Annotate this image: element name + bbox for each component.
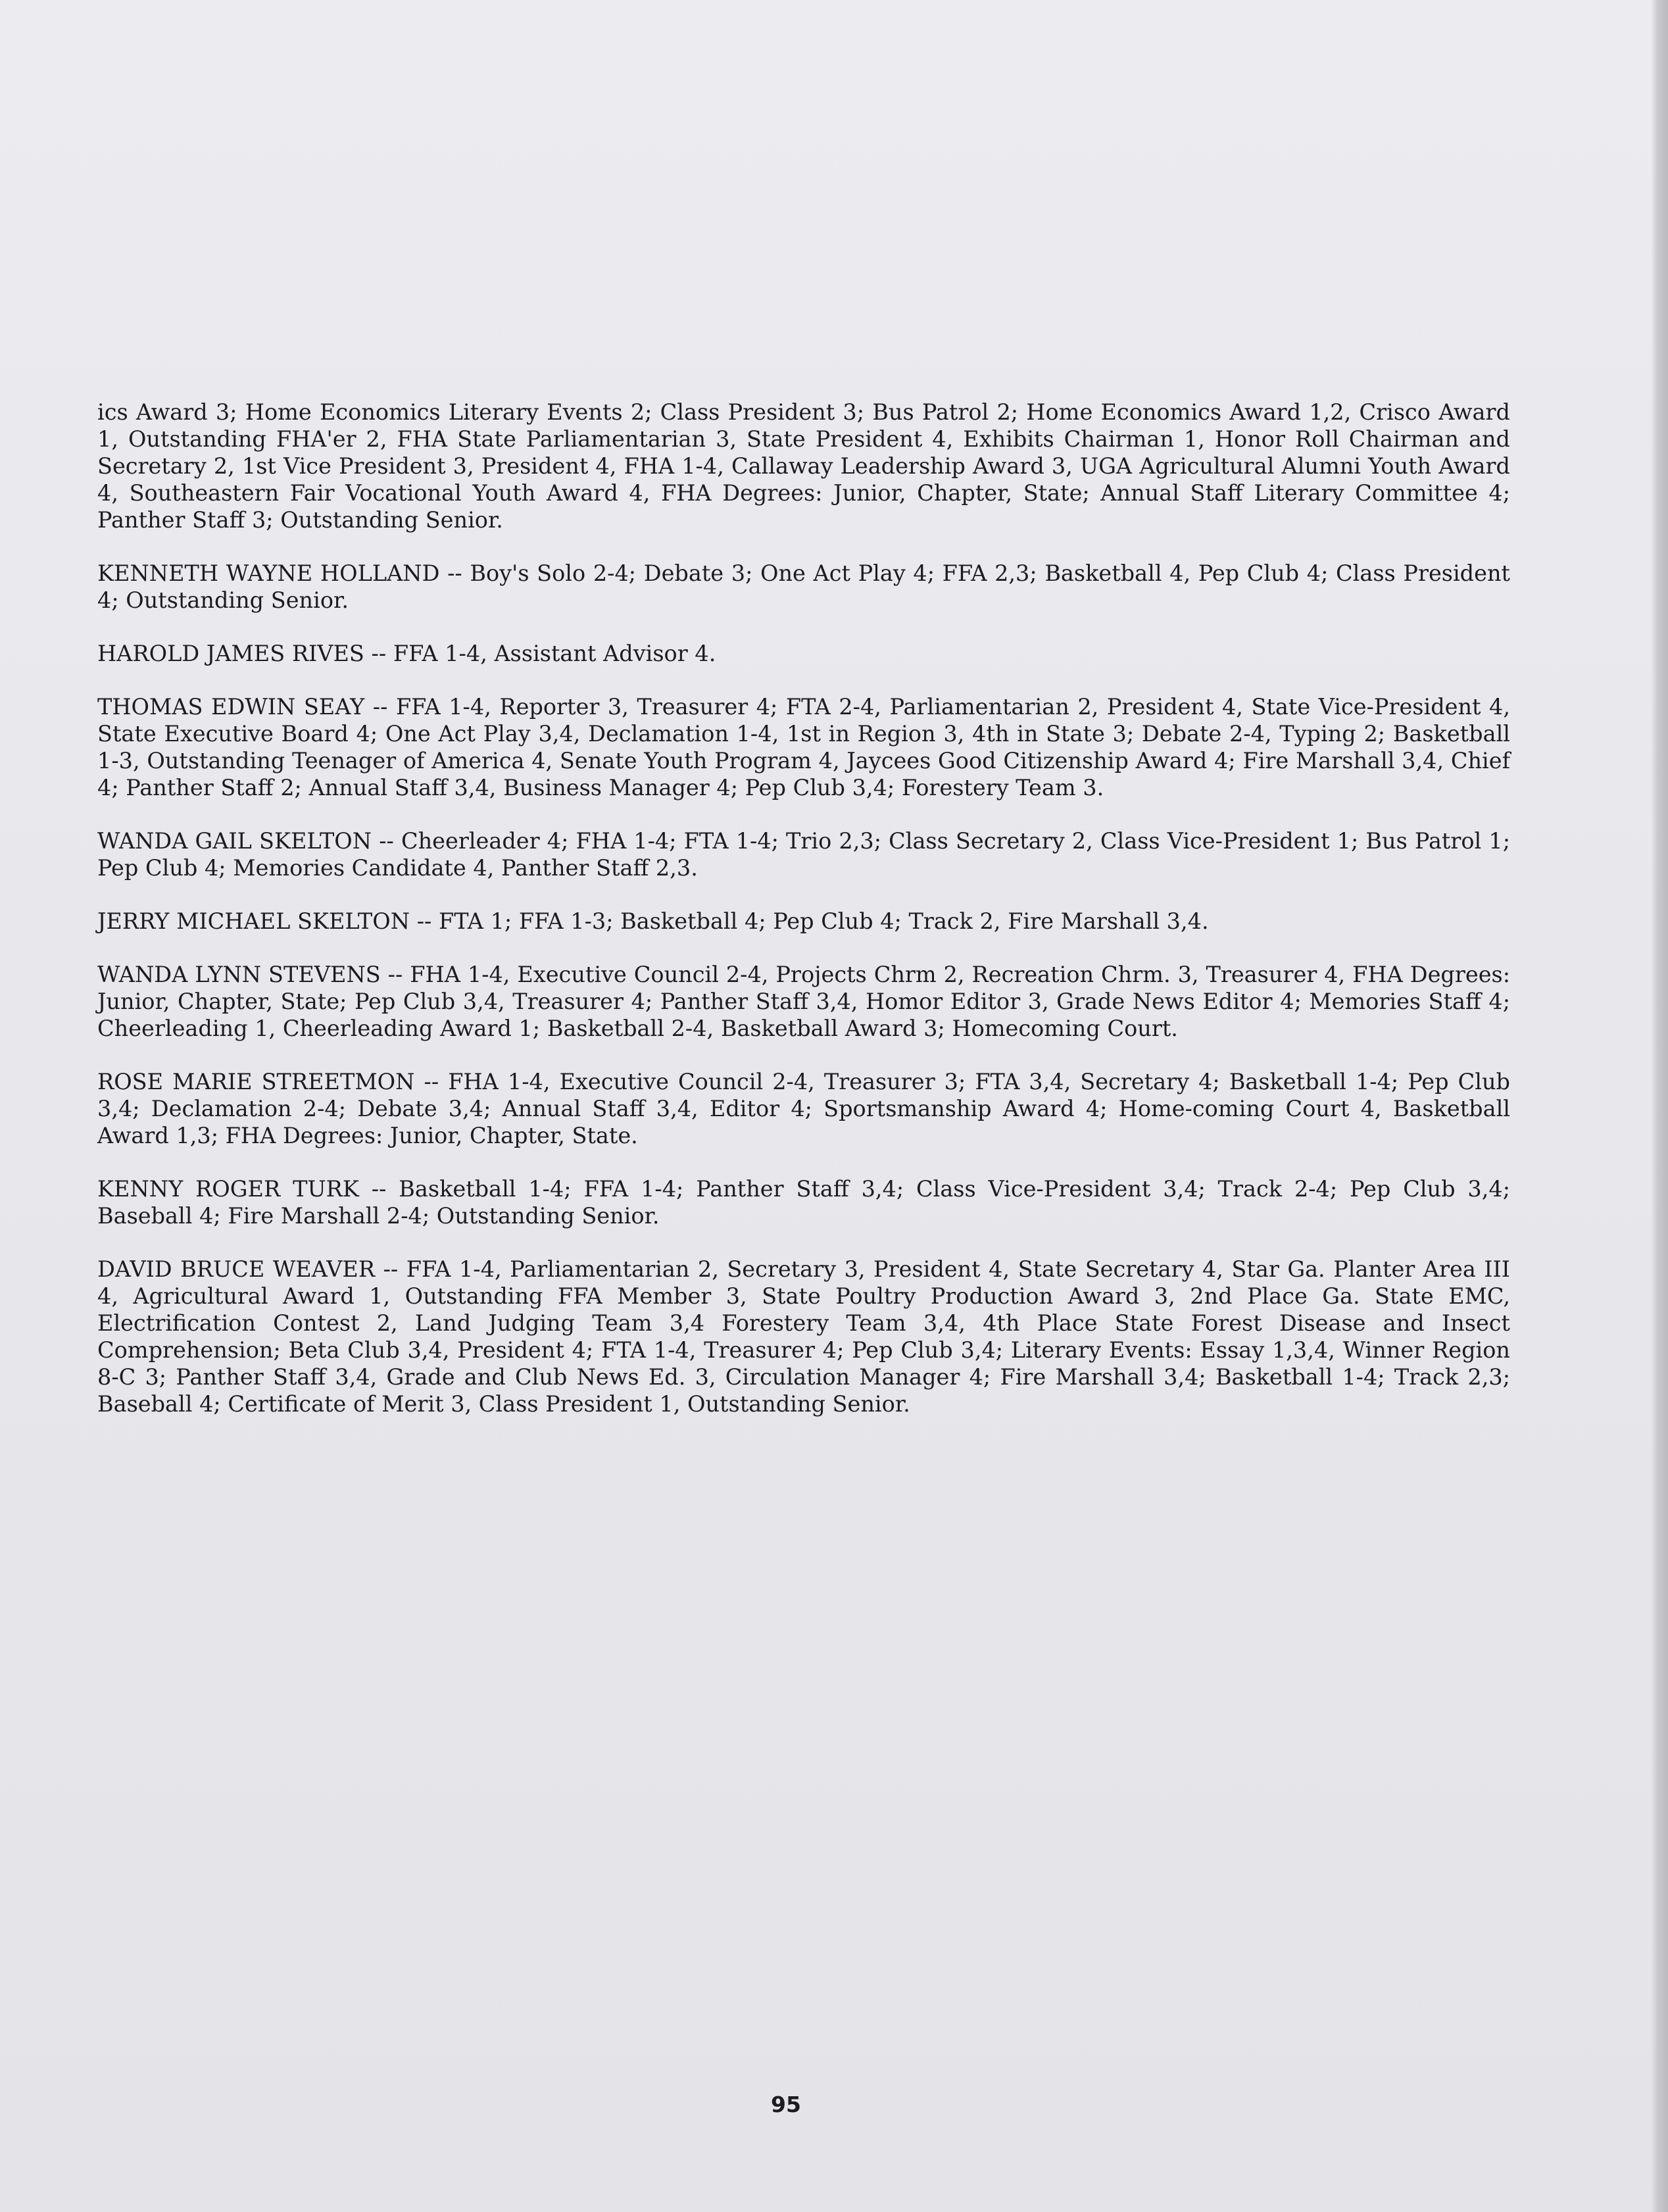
senior-name: HAROLD JAMES RIVES xyxy=(97,641,364,666)
entry-separator: -- xyxy=(380,962,410,987)
entry-separator: -- xyxy=(375,1256,406,1282)
senior-activities: Basketball 1-4; FFA 1-4; Panther Staff 3,4; Class Vice-President 3,4; Track 2-4; Pep Club 3,4; Baseball 4; Fire Marshall 2-4; Outstanding Senior. xyxy=(97,1176,1510,1229)
entry-separator: -- xyxy=(414,1069,449,1094)
senior-activities: FHA 1-4, Executive Council 2-4, Treasurer 3; FTA 3,4, Secretary 4; Basketball 1-4; Pep Club 3,4; Declamation 2-4; Debate 3,4; Annual Staff 3,4, Editor 4; Sportsmanship Award 4; Home-coming Court 4, Basketball Award 1,3; FHA Degrees: Junior, Chapter, State. xyxy=(97,1069,1510,1148)
senior-activities: Boy's Solo 2-4; Debate 3; One Act Play 4; FFA 2,3; Basketball 4, Pep Club 4; Class President 4; Outstanding Senior. xyxy=(97,560,1510,613)
senior-entry xyxy=(97,961,1510,1042)
senior-entry xyxy=(97,1256,1510,1417)
senior-name: KENNY ROGER TURK xyxy=(97,1176,359,1202)
senior-name: JERRY MICHAEL SKELTON xyxy=(97,908,410,934)
senior-activities: FHA 1-4, Executive Council 2-4, Projects Chrm 2, Recreation Chrm. 3, Treasurer 4, FHA Degrees: Junior, Chapter, State; Pep Club 3,4, Treasurer 4; Panther Staff 3,4, Homor Editor 3, Grade News Editor 4; Memories Staff 4; Cheerleading 1, Cheerleading Award 1; Basketball 2-4, Basketball Award 3; Homecoming Court. xyxy=(97,962,1510,1041)
senior-name: WANDA LYNN STEVENS xyxy=(97,962,381,987)
page-edge-shadow xyxy=(1651,0,1668,2212)
senior-activities: FTA 1; FFA 1-3; Basketball 4; Pep Club 4; Track 2, Fire Marshall 3,4. xyxy=(439,908,1209,934)
senior-entry xyxy=(97,693,1510,801)
senior-entry xyxy=(97,1068,1510,1149)
senior-name: THOMAS EDWIN SEAY xyxy=(97,694,365,720)
entry-separator: -- xyxy=(364,694,396,720)
senior-entry xyxy=(97,560,1510,614)
senior-name: DAVID BRUCE WEAVER xyxy=(97,1256,376,1282)
senior-activities: FFA 1-4, Reporter 3, Treasurer 4; FTA 2-4, Parliamentarian 2, President 4, State Vice-President 4, State Executive Board 4; One Act Play 3,4, Declamation 1-4, 1st in Region 3, 4th in State 3; Debate 2-4, Typing 2; Basketball 1-3, Outstanding Teenager of America 4, Senate Youth Program 4, Jaycees Good Citizenship Award 4; Fire Marshall 3,4, Chief 4; Panther Staff 2; Annual Staff 3,4, Business Manager 4; Pep Club 3,4; Forestery Team 3. xyxy=(97,694,1511,800)
senior-entry xyxy=(97,827,1510,881)
senior-activities: FFA 1-4, Assistant Advisor 4. xyxy=(393,641,716,666)
entry-separator: -- xyxy=(358,1176,399,1202)
entry-separator: -- xyxy=(372,828,401,854)
senior-entry xyxy=(97,1175,1510,1229)
senior-activities: Cheerleader 4; FHA 1-4; FTA 1-4; Trio 2,3; Class Secretary 2, Class Vice-President 1; Bus Patrol 1; Pep Club 4; Memories Candidate 4, Panther Staff 2,3. xyxy=(97,828,1510,881)
entry-separator: -- xyxy=(364,641,393,666)
entry-separator: -- xyxy=(439,560,470,586)
page-number: 95 xyxy=(771,2092,801,2117)
senior-entry xyxy=(97,640,1510,667)
entry-separator: -- xyxy=(410,908,439,934)
senior-name: KENNETH WAYNE HOLLAND xyxy=(97,560,440,586)
senior-activities: FFA 1-4, Parliamentarian 2, Secretary 3, President 4, State Secretary 4, Star Ga. Planter Area III 4, Agricultural Award 1, Outstanding FFA Member 3, State Poultry Production Award 3, 2nd Place Ga. State EMC, Electrification Contest 2, Land Judging Team 3,4 Forestery Team 3,4, 4th Place State Forest Disease and Insect Comprehension; Beta Club 3,4, President 4; FTA 1-4, Treasurer 4; Pep Club 3,4; Literary Events: Essay 1,3,4, Winner Region 8-C 3; Panther Staff 3,4, Grade and Club News Ed. 3, Circulation Manager 4; Fire Marshall 3,4; Basketball 1-4; Track 2,3; Baseball 4; Certificate of Merit 3, Class President 1, Outstanding Senior. xyxy=(97,1256,1510,1417)
senior-name: ROSE MARIE STREETMON xyxy=(97,1069,415,1094)
senior-activities-list xyxy=(97,399,1510,1444)
senior-entry xyxy=(97,908,1510,935)
continuation-paragraph: ics Award 3; Home Economics Literary Events 2; Class President 3; Bus Patrol 2; Home Economics Award 1,2, Crisco Award 1, Outstanding FHA'er 2, FHA State Parliamentarian 3, State President 4, Exhibits Chairman 1, Honor Roll Chairman and Secretary 2, 1st Vice President 3, President 4, FHA 1-4, Callaway Leadership Award 3, UGA Agricultural Alumni Youth Award 4, Southeastern Fair Vocational Youth Award 4, FHA Degrees: Junior, Chapter, State; Annual Staff Literary Committee 4; Panther Staff 3; Outstanding Senior. xyxy=(97,399,1510,533)
senior-name: WANDA GAIL SKELTON xyxy=(97,828,372,854)
